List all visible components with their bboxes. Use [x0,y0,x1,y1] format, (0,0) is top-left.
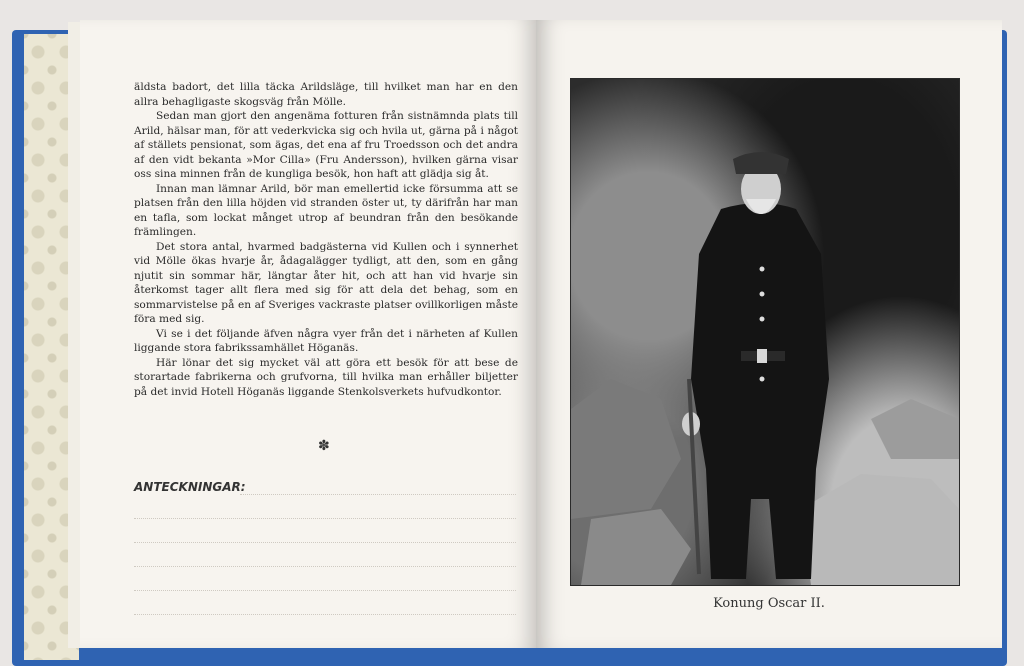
paragraph: Här lönar det sig mycket väl att göra ett besök för att bese de storartade fabrikerna och grufvorna, till hvilka man erhåller biljetter på det invid Hotell Höganäs liggande Stenkolsverkets hufvudkontor. [134,356,518,398]
notes-line [134,614,516,615]
paragraph: Vi se i det följande äfven några vyer från det i närheten af Kullen liggande stora fabrikssamhället Höganäs. [134,327,518,354]
photo-caption: Konung Oscar II. [713,596,825,611]
paragraph: äldsta badort, det lilla täcka Arildsläge, till hvilket man har en den allra behagligaste skogsväg från Mölle. [134,81,518,108]
flower-ornament-icon: ✽ [318,438,330,454]
portrait-figure-icon [571,79,959,585]
notes-line [134,590,516,591]
left-page [80,20,536,648]
paragraph: Det stora antal, hvarmed badgästerna vid Kullen och i synnerhet vid Mölle ökas hvarje år, ådagalägger tydligt, att den, som en gång njutit sin sommar här, längtar åter hit, och att han vid hvarje sin återkomst tager allt flera med sig för att dela det behag, som en sommarvistelse på en af Sveriges vackraste platser ovillkorligen måste föra med sig. [134,240,518,325]
notes-line [134,542,516,543]
paragraph: Sedan man gjort den angenäma fotturen från sistnämnda plats till Arild, hälsar man, för att vederkvicka sig och hvila ut, gärna på i något af ställets pensionat, som ägas, det ena af fru Troedsson och det andra af den vidt bekanta »Mor Cilla» (Fru Andersson), hvilken gärna visar oss sina minnen från de kungliga besök, hon haft att glädja sig åt. [134,110,518,180]
notes-line [240,494,516,495]
notes-label: ANTECKNINGAR: [134,480,246,494]
paragraph: Innan man lämnar Arild, bör man emellertid icke försumma att se platsen från den lilla höjden vid stranden öster ut, ty därifrån har man en tafla, som lockat månget utrop af beundran från den besökande främlingen. [134,182,518,238]
right-page [536,20,1002,648]
body-text [134,80,518,399]
notes-line [134,566,516,567]
notes-line [134,518,516,519]
portrait-photo [570,78,960,586]
